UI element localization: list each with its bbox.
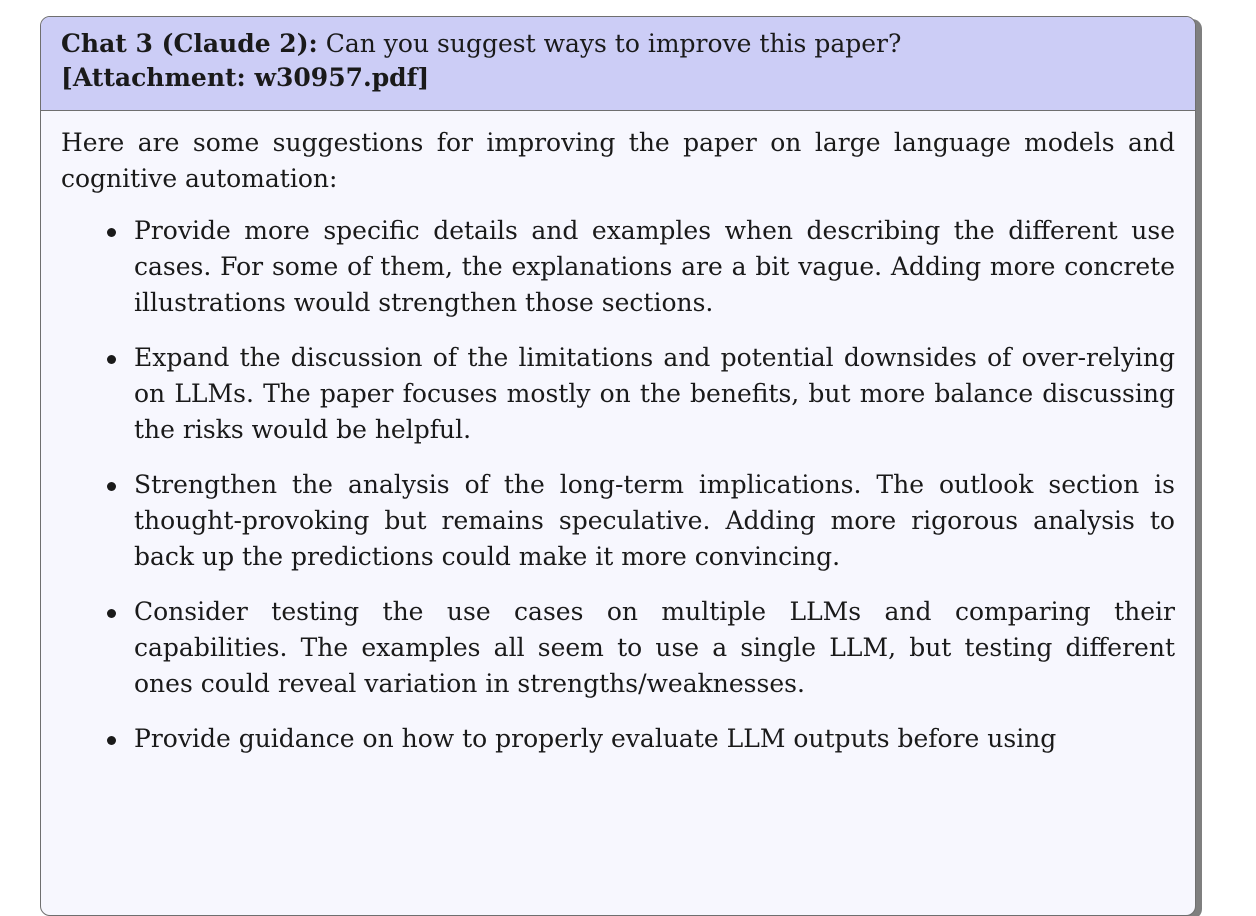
suggestion-text: Provide guidance on how to properly evaluate LLM outputs before using bbox=[134, 724, 1057, 753]
suggestion-list bbox=[61, 213, 1175, 757]
suggestion-item bbox=[134, 340, 1175, 448]
suggestion-text: Expand the discussion of the limitations and potential downsides of over-relying on LLMs. The paper focuses mostly on the benefits, but more balance discussing the risks would be helpful. bbox=[134, 343, 1175, 444]
suggestion-text: Strengthen the analysis of the long-term implications. The outlook section is thought-provoking but remains speculative. Adding more rigorous analysis to back up the predictions could make it more convincing. bbox=[134, 470, 1175, 571]
suggestion-item bbox=[134, 721, 1175, 757]
suggestion-item bbox=[134, 594, 1175, 702]
chat-header bbox=[41, 17, 1195, 111]
suggestion-item bbox=[134, 467, 1175, 575]
chat-response bbox=[41, 111, 1195, 757]
suggestion-text: Provide more specific details and examples when describing the different use cases. For some of them, the explanations are a bit vague. Adding more concrete illustrations would strengthen those sections. bbox=[134, 216, 1175, 317]
chat-title: Chat 3 (Claude 2): bbox=[61, 29, 318, 58]
chat-box bbox=[40, 16, 1196, 916]
attachment-label: [Attachment: w30957.pdf] bbox=[61, 63, 430, 92]
chat-prompt: Can you suggest ways to improve this paper? bbox=[325, 29, 902, 58]
bullet-icon bbox=[107, 609, 116, 618]
bullet-icon bbox=[107, 228, 116, 237]
suggestion-item bbox=[134, 213, 1175, 321]
bullet-icon bbox=[107, 482, 116, 491]
response-intro: Here are some suggestions for improving the paper on large language models and cognitive automation: bbox=[61, 128, 1175, 193]
suggestion-text: Consider testing the use cases on multiple LLMs and comparing their capabilities. The examples all seem to use a single LLM, but testing different ones could reveal variation in strengths/weaknesses. bbox=[134, 597, 1175, 698]
bullet-icon bbox=[107, 736, 116, 745]
bullet-icon bbox=[107, 355, 116, 364]
